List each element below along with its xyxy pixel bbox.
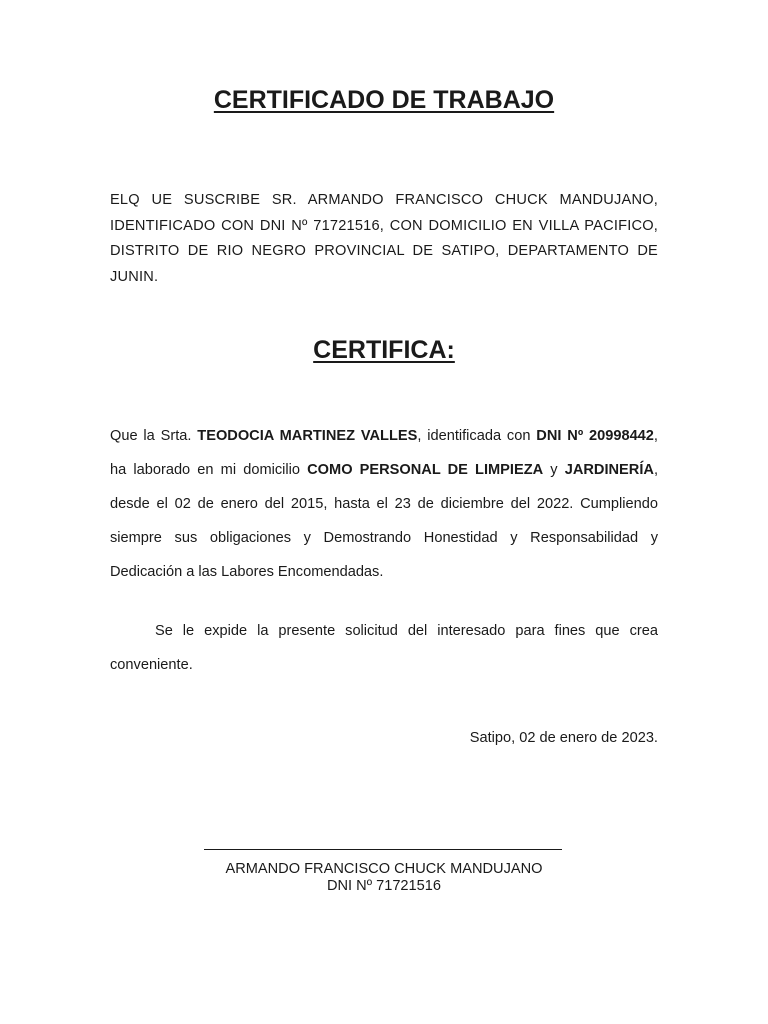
document-title: CERTIFICADO DE TRABAJO	[213, 86, 555, 114]
signature-line	[204, 849, 562, 850]
body-text-3: , ha laborado en mi domicilio	[110, 428, 658, 478]
body-text-1: Que la Srta.	[110, 428, 198, 444]
date-line: Satipo, 02 de enero de 2023.	[469, 730, 658, 746]
section-title: CERTIFICA:	[313, 336, 455, 364]
body-text-2: , identificada con	[417, 428, 537, 444]
closing-paragraph: Se le expide la presente solicitud del interesado para fines que crea conveniente.	[110, 623, 658, 673]
employee-dni: DNI Nº 20998442	[536, 428, 654, 444]
body-text-5: , desde el 02 de enero del 2015, hasta el 23 de diciembre del 2022. Cumpliendo siempre sus obligaciones y Demostrando Honestidad y Responsabilidad y Dedicación a las Labores Encomendadas.	[110, 462, 658, 580]
signatory-name: ARMANDO FRANCISCO CHUCK MANDUJANO	[225, 861, 543, 877]
certification-paragraph	[110, 419, 658, 589]
employee-role: COMO PERSONAL DE LIMPIEZA	[307, 462, 544, 478]
employee-name: TEODOCIA MARTINEZ VALLES	[197, 428, 418, 444]
body-text-4: y	[543, 462, 565, 478]
employee-role-2: JARDINERÍA	[564, 462, 654, 478]
signatory-dni: DNI Nº 71721516	[326, 878, 442, 894]
intro-paragraph: ELQ UE SUSCRIBE SR. ARMANDO FRANCISCO CHUCK MANDUJANO, IDENTIFICADO CON DNI Nº 71721516, CON DOMICILIO EN VILLA PACIFICO, DISTRITO DE RIO NEGRO PROVINCIAL DE SATIPO, DEPARTAMENTO DE JUNIN.	[110, 192, 658, 285]
